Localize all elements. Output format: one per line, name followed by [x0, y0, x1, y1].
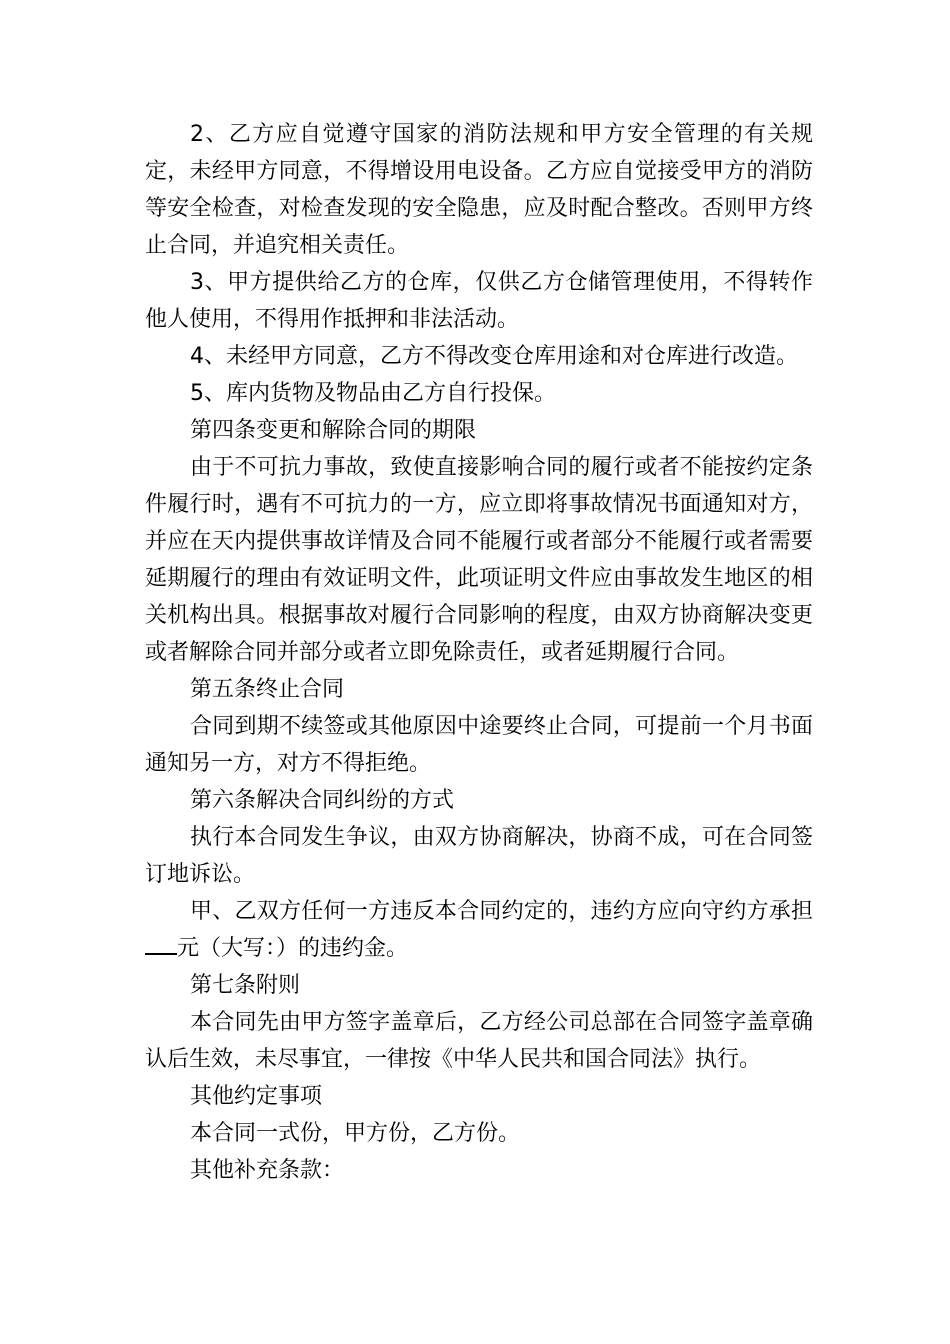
other-terms-heading: 其他约定事项: [190, 1084, 323, 1109]
clause-2-paragraph: 2、乙方应自觉遵守国家的消防法规和甲方安全管理的有关规定，未经甲方同意，不得增设用电设备。乙方应自觉接受甲方的消防等安全检查，对检查发现的安全隐患，应及时配合整改。否则甲方终止合同，并追究相关责任。: [145, 122, 813, 258]
penalty-text-before: 甲、乙双方任何一方违反本合同约定的，违约方应向守约方承担: [190, 899, 813, 924]
article-7-heading: 第七条附则: [190, 973, 301, 998]
penalty-paragraph: [145, 893, 813, 967]
penalty-text-after: 元（大写：）的违约金。: [177, 936, 409, 961]
additional-clauses-label: 其他补充条款：: [190, 1158, 345, 1183]
clause-4-paragraph: 4、未经甲方同意，乙方不得改变仓库用途和对仓库进行改造。: [190, 344, 798, 369]
clause-5-paragraph: 5、库内货物及物品由乙方自行投保。: [190, 381, 556, 406]
termination-paragraph: 合同到期不续签或其他原因中途要终止合同，可提前一个月书面通知另一方，对方不得拒绝。: [145, 714, 813, 776]
clause-3-paragraph: 3、甲方提供给乙方的仓库，仅供乙方仓储管理使用，不得转作他人使用，不得用作抵押和非法活动。: [145, 270, 813, 332]
amount-blank: [145, 953, 177, 955]
document-body: [145, 116, 813, 1189]
article-5-heading: 第五条终止合同: [190, 677, 345, 702]
supplementary-paragraph: 本合同先由甲方签字盖章后，乙方经公司总部在合同签字盖章确认后生效，未尽事宜，一律按《中华人民共和国合同法》执行。: [145, 1010, 813, 1072]
force-majeure-paragraph: 由于不可抗力事故，致使直接影响合同的履行或者不能按约定条件履行时，遇有不可抗力的一方，应立即将事故情况书面通知对方，并应在天内提供事故详情及合同不能履行或者部分不能履行或者需要延期履行的理由有效证明文件，此项证明文件应由事故发生地区的相关机构出具。根据事故对履行合同影响的程度，由双方协商解决变更或者解除合同并部分或者立即免除责任，或者延期履行合同。: [145, 455, 813, 665]
copies-paragraph: 本合同一式份，甲方份，乙方份。: [190, 1121, 521, 1146]
article-6-heading: 第六条解决合同纠纷的方式: [190, 788, 455, 813]
dispute-paragraph: 执行本合同发生争议，由双方协商解决，协商不成，可在合同签订地诉讼。: [145, 825, 813, 887]
article-4-heading: 第四条变更和解除合同的期限: [190, 418, 477, 443]
